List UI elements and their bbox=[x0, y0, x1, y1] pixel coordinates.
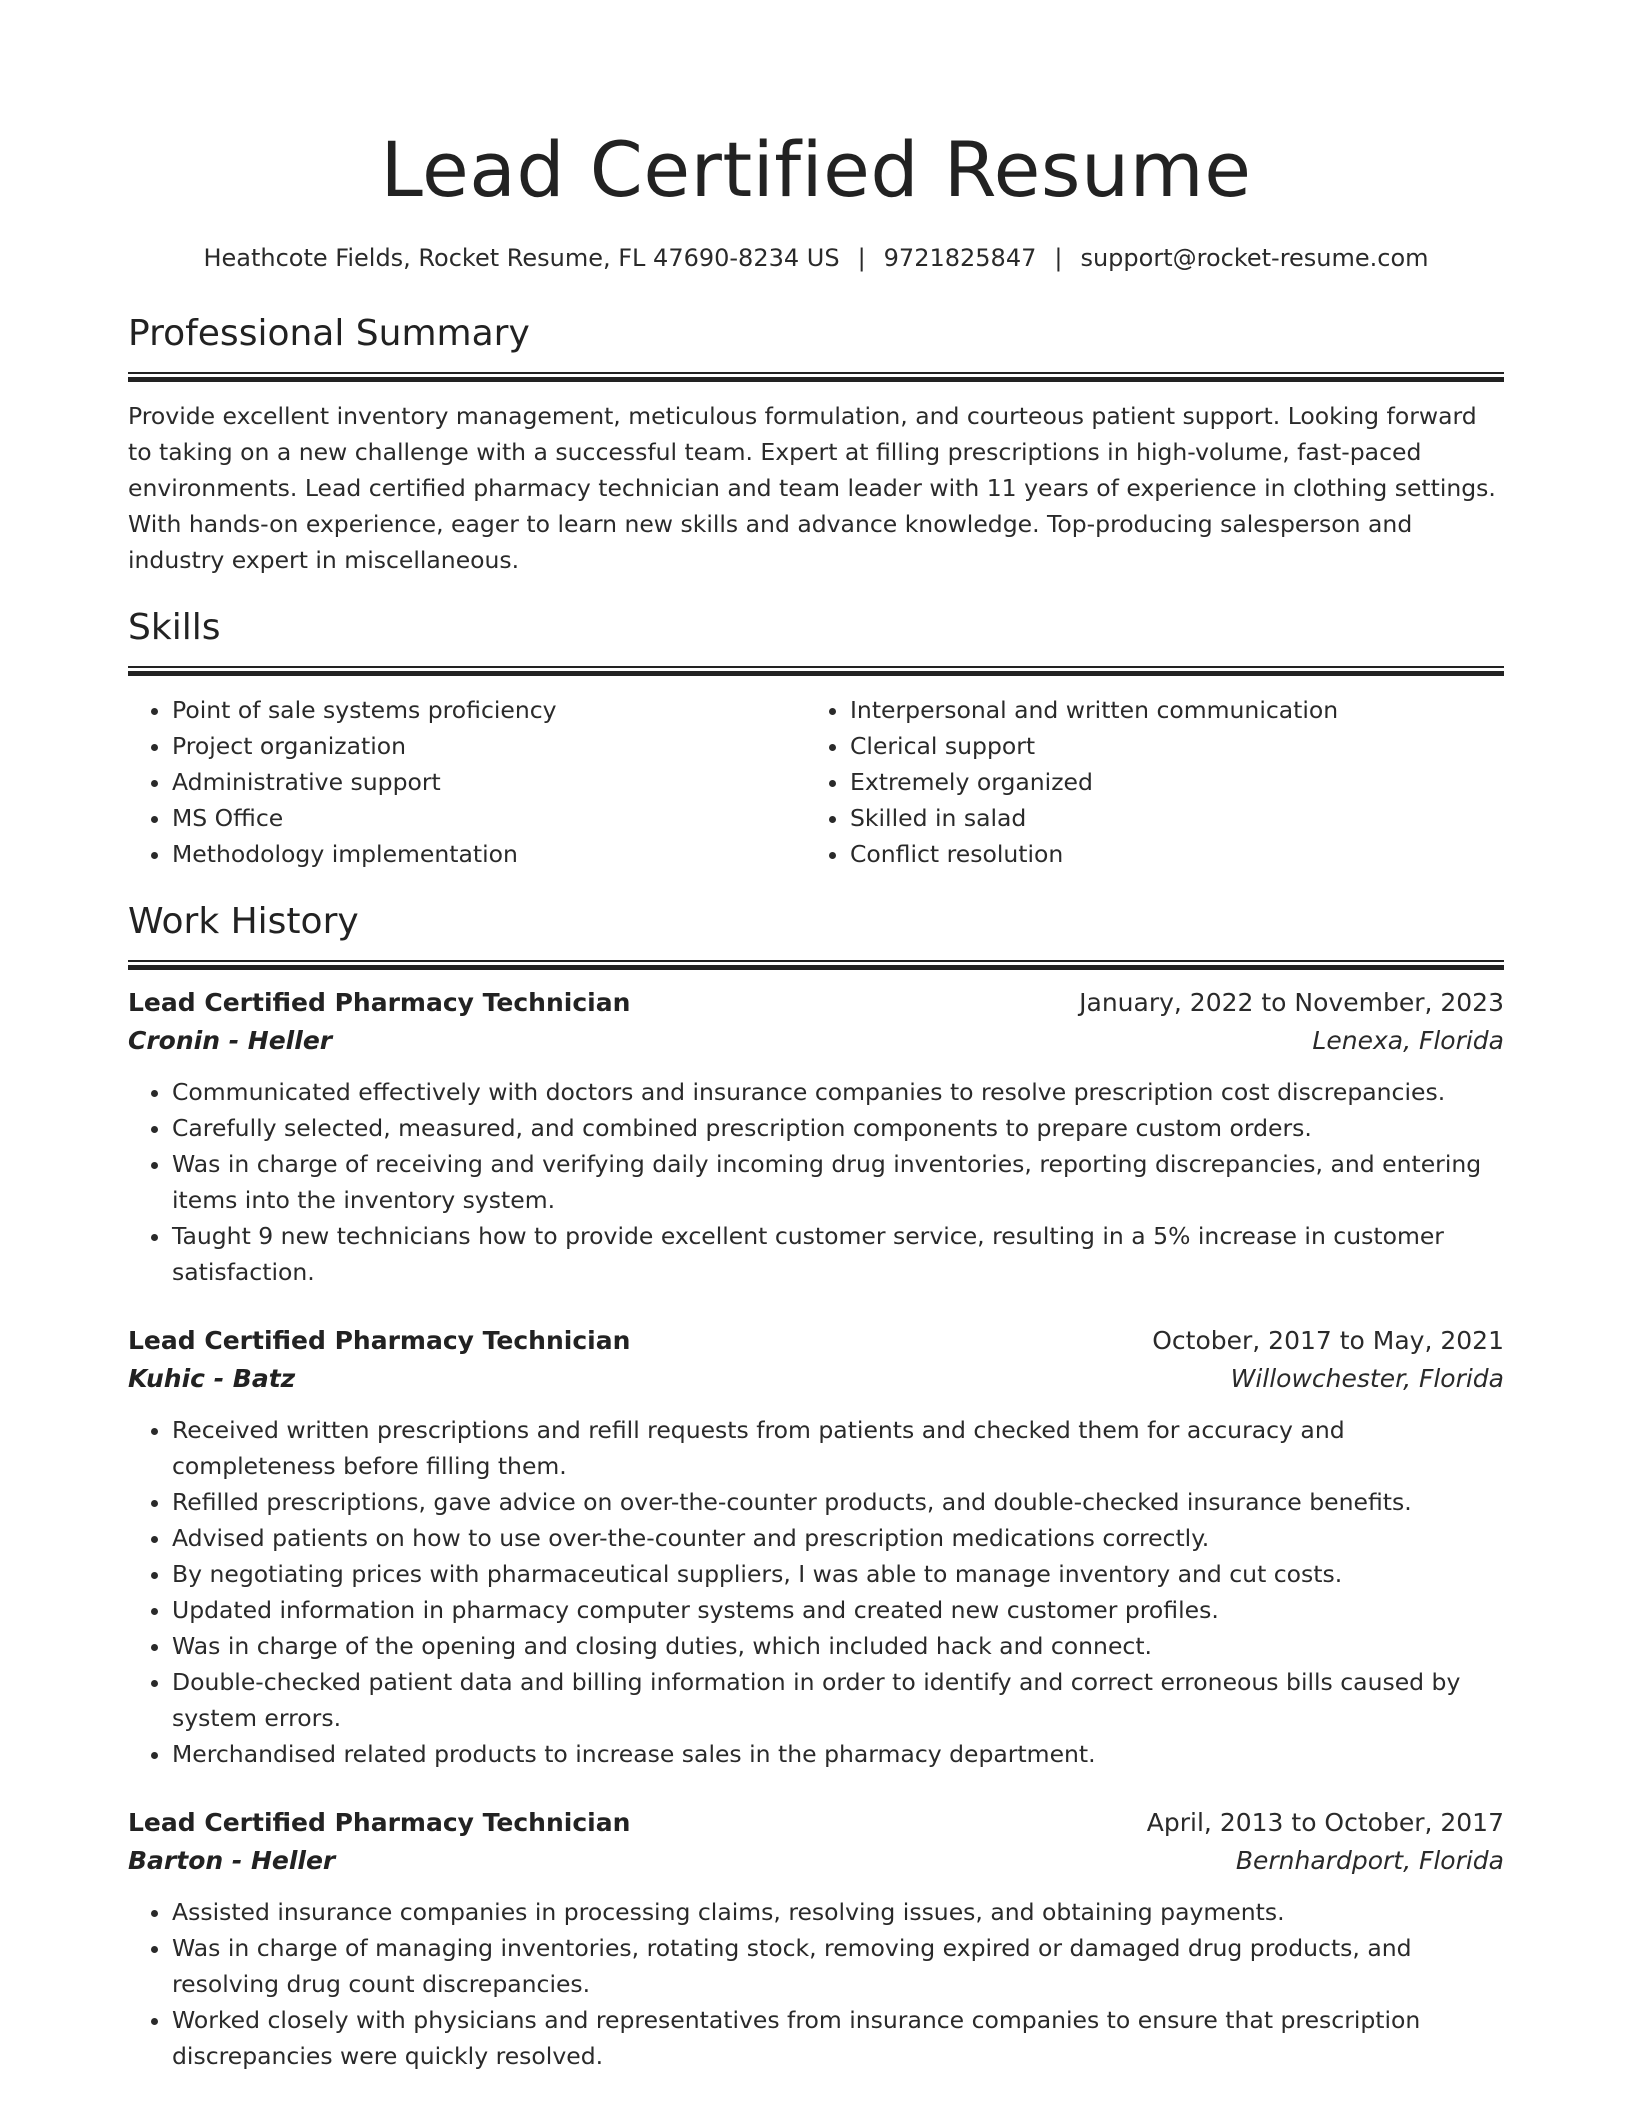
job-duty: • Assisted insurance companies in processing claims, resolving issues, and obtaining payments. bbox=[172, 1894, 1504, 1930]
job-location: Willowchester, Florida bbox=[1230, 1364, 1504, 1393]
job-duty: • Worked closely with physicians and representatives from insurance companies to ensure that prescription discrepancies were quickly resolved. bbox=[172, 2002, 1504, 2074]
job-header-row bbox=[128, 1804, 1504, 1842]
job-duty: • Received written prescriptions and refill requests from patients and checked them for accuracy and completeness before filling them. bbox=[172, 1412, 1504, 1484]
job-header-row bbox=[128, 984, 1504, 1022]
job-duty: • Taught 9 new technicians how to provide excellent customer service, resulting in a 5% increase in customer satisfaction. bbox=[172, 1218, 1504, 1290]
skill-item: • Conflict resolution bbox=[850, 836, 1484, 872]
job-company: Kuhic - Batz bbox=[128, 1364, 296, 1393]
skill-item: • Administrative support bbox=[172, 764, 806, 800]
section-divider bbox=[128, 666, 1504, 676]
job-duty: • Was in charge of managing inventories, rotating stock, removing expired or damaged drug products, and resolving drug count discrepancies. bbox=[172, 1930, 1504, 2002]
skill-item: • Extremely organized bbox=[850, 764, 1484, 800]
job-subheader-row bbox=[128, 1022, 1504, 1060]
work-history-heading: Work History bbox=[128, 901, 359, 942]
job-entry bbox=[128, 1322, 1504, 1772]
job-company: Cronin - Heller bbox=[128, 1026, 333, 1055]
skill-item: • Project organization bbox=[172, 728, 806, 764]
job-title: Lead Certified Pharmacy Technician bbox=[128, 988, 631, 1017]
resume-page bbox=[128, 0, 1504, 2074]
skills-left-column bbox=[128, 692, 806, 872]
job-duty: • Communicated effectively with doctors and insurance companies to resolve prescription cost discrepancies. bbox=[172, 1074, 1504, 1110]
job-duties-list bbox=[128, 1894, 1504, 2074]
contact-email: support@rocket-resume.com bbox=[1080, 244, 1429, 272]
contact-phone: 9721825847 bbox=[883, 244, 1037, 272]
skill-item: • Skilled in salad bbox=[850, 800, 1484, 836]
skills-list-left bbox=[128, 692, 806, 872]
contact-separator: | bbox=[857, 244, 866, 272]
job-duty: • Refilled prescriptions, gave advice on over-the-counter products, and double-checked insurance benefits. bbox=[172, 1484, 1504, 1520]
job-duty: • Advised patients on how to use over-the-counter and prescription medications correctly. bbox=[172, 1520, 1504, 1556]
summary-text: Provide excellent inventory management, meticulous formulation, and courteous patient support. Looking forward to taking on a new challenge with a successful team. Expert at filling prescriptions in high-volume, fast-paced environments. Lead certified pharmacy technician and team leader with 11 years of experience in clothing settings. With hands-on experience, eager to learn new skills and advance knowledge. Top-producing salesperson and industry expert in miscellaneous. bbox=[128, 402, 1496, 574]
skills-section bbox=[128, 604, 1504, 872]
job-location: Bernhardport, Florida bbox=[1235, 1846, 1504, 1875]
job-title: Lead Certified Pharmacy Technician bbox=[128, 1808, 631, 1837]
job-duty: • Updated information in pharmacy computer systems and created new customer profiles. bbox=[172, 1592, 1504, 1628]
skill-item: • Point of sale systems proficiency bbox=[172, 692, 806, 728]
job-company: Barton - Heller bbox=[128, 1846, 336, 1875]
skill-item: • Interpersonal and written communication bbox=[850, 692, 1484, 728]
section-divider bbox=[128, 960, 1504, 970]
section-divider bbox=[128, 372, 1504, 382]
job-header-row bbox=[128, 1322, 1504, 1360]
job-subheader-row bbox=[128, 1842, 1504, 1880]
job-duty: • Was in charge of receiving and verifying daily incoming drug inventories, reporting discrepancies, and entering items into the inventory system. bbox=[172, 1146, 1504, 1218]
job-duty: • Double-checked patient data and billing information in order to identify and correct erroneous bills caused by system errors. bbox=[172, 1664, 1504, 1736]
job-duties-list bbox=[128, 1074, 1504, 1290]
job-entry bbox=[128, 1804, 1504, 2074]
contact-line bbox=[128, 242, 1504, 274]
resume-name: Lead Certified Resume bbox=[380, 125, 1252, 214]
summary-heading: Professional Summary bbox=[128, 313, 530, 354]
job-dates: April, 2013 to October, 2017 bbox=[1146, 1808, 1504, 1837]
job-subheader-row bbox=[128, 1360, 1504, 1398]
skill-item: • Methodology implementation bbox=[172, 836, 806, 872]
job-duty: • Carefully selected, measured, and combined prescription components to prepare custom orders. bbox=[172, 1110, 1504, 1146]
skill-item: • MS Office bbox=[172, 800, 806, 836]
job-location: Lenexa, Florida bbox=[1312, 1026, 1504, 1055]
job-duties-list bbox=[128, 1412, 1504, 1772]
job-duty: • Merchandised related products to increase sales in the pharmacy department. bbox=[172, 1736, 1504, 1772]
summary-section bbox=[128, 310, 1504, 578]
job-title: Lead Certified Pharmacy Technician bbox=[128, 1326, 631, 1355]
job-entry bbox=[128, 984, 1504, 1290]
skills-right-column bbox=[806, 692, 1484, 872]
skills-columns bbox=[128, 692, 1504, 872]
job-duty: • By negotiating prices with pharmaceutical suppliers, I was able to manage inventory and cut costs. bbox=[172, 1556, 1504, 1592]
contact-address: Heathcote Fields, Rocket Resume, FL 47690-8234 US bbox=[203, 244, 840, 272]
job-dates: January, 2022 to November, 2023 bbox=[1079, 988, 1504, 1017]
work-history-section bbox=[128, 898, 1504, 2074]
contact-separator: | bbox=[1054, 244, 1063, 272]
job-duty: • Was in charge of the opening and closing duties, which included hack and connect. bbox=[172, 1628, 1504, 1664]
job-dates: October, 2017 to May, 2021 bbox=[1152, 1326, 1504, 1355]
skill-item: • Clerical support bbox=[850, 728, 1484, 764]
skills-list-right bbox=[806, 692, 1484, 872]
skills-heading: Skills bbox=[128, 607, 221, 648]
